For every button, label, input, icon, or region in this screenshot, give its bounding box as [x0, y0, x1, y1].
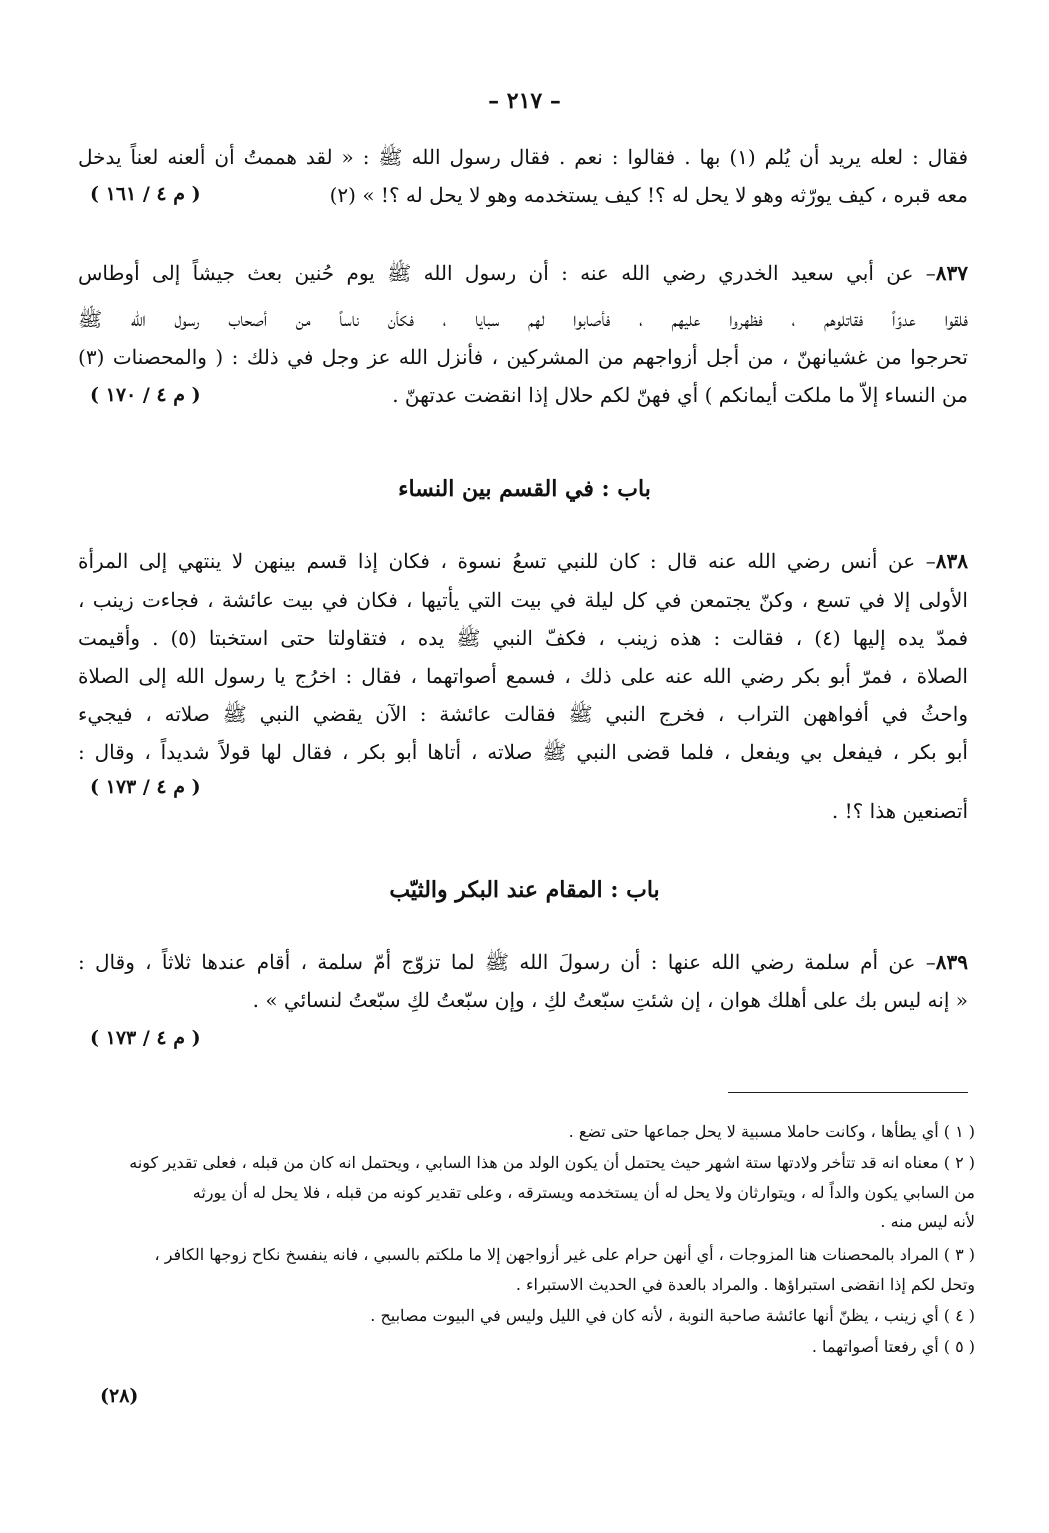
- hadith-838-line-3: فمدّ يده إليها (٤) ، فقالت : هذه زينب ، فكفّ النبي ﷺ يده ، فتقاولتا حتى استخبتا (٥) . وأقيمت: [78, 626, 968, 650]
- footnote-2-line-3: لأنه ليس منه .: [880, 1212, 975, 1231]
- hadith-838-line-2: الأولى إلا في تسع ، وكنّ يجتمعن في كل ليلة في بيت التي يأتيها ، فكان في بيت عائشة ، فجاءت زينب ،: [78, 588, 968, 612]
- hadith-837-reference: ( م ٤ / ١٧٠ ): [90, 384, 201, 406]
- hadith-838-number: ٨٣٨: [935, 549, 968, 573]
- bottom-page-number: (٢٨): [100, 1385, 139, 1407]
- hadith-839-line-2: « إنه ليس بك على أهلك هوان ، إن شئتِ سبّعتُ لكِ ، وإن سبّعتُ لكِ سبّعتُ لنسائي » .: [252, 988, 968, 1012]
- hadith-836-line-1: فقال : لعله يريد أن يُلم (١) بها . فقالوا : نعم . فقال رسول الله ﷺ : « لقد هممتُ أن ألعنه لعناً يدخل: [78, 145, 968, 169]
- hadith-838-reference: ( م ٤ / ١٧٣ ): [90, 776, 201, 798]
- footnote-4: ( ٤ ) أي زينب ، يظنّ أنها عائشة صاحبة النوبة ، لأنه كان في الليل وليس في البيوت مصابيح .: [370, 1306, 975, 1325]
- hadith-838-text-1: – عن أنس رضي الله عنه قال : كان للنبي تسعُ نسوة ، فكان إذا قسم بينهن لا ينتهي إلى المرأة: [78, 549, 936, 573]
- footnote-3-line-1: ( ٣ ) المراد بالمحصنات هنا المزوجات ، أي أنهن حرام على غير أزواجهن إلا ما ملكتم بالسبي ، فانه ينفسخ نكاح زوجها الكافر ،: [154, 1245, 975, 1264]
- footnote-divider: [728, 1092, 968, 1093]
- footnote-5: ( ٥ ) أي رفعتا أصواتهما .: [811, 1337, 975, 1356]
- hadith-837-number: ٨٣٧: [935, 261, 968, 285]
- hadith-837-line-1: [78, 259, 968, 287]
- section-heading-virgin-and-previously-married: باب : المقام عند البكر والثيّب: [389, 877, 660, 903]
- hadith-838-line-5: واحثُ في أفواههن التراب ، فخرج النبي ﷺ فقالت عائشة : الآن يقضي النبي ﷺ صلاته ، فيجيء: [78, 702, 968, 726]
- hadith-838-line-4: الصلاة ، فمرّ أبو بكر رضي الله عنه على ذلك ، فسمع أصواتهما ، فقال : اخرُج يا رسول الله إلى الصلاة: [78, 664, 968, 688]
- hadith-839-line-1: [78, 948, 968, 976]
- footnote-3-line-2: وتحل لكم إذا انقضى استبراؤها . والمراد بالعدة في الحديث الاستبراء .: [515, 1275, 975, 1294]
- page-number: – ٢١٧ –: [488, 88, 561, 114]
- hadith-837-line-3: تحرجوا من غشيانهنّ ، من أجل أزواجهم من المشركين ، فأنزل الله عز وجل في ذلك : ( والمحصنات (٣): [78, 345, 968, 369]
- hadith-837-line-2: فلقوا عدوّاً فقاتلوهم ، فظهروا عليهم ، فأصابوا لهم سبايا ، فكأن ناساً من أصحاب رسول الله ﷺ: [78, 307, 968, 331]
- hadith-838-line-1: [78, 547, 968, 575]
- hadith-839-reference: ( م ٤ / ١٧٣ ): [90, 1027, 201, 1049]
- hadith-838-line-7: أتصنعين هذا ؟! .: [831, 799, 968, 823]
- hadith-838-line-6: أبو بكر ، فيفعل بي ويفعل ، فلما قضى النبي ﷺ صلاته ، أتاها أبو بكر ، فقال لها قولاً شديداً ، وقال :: [78, 740, 968, 764]
- hadith-837-line-4: من النساء إلاّ ما ملكت أيمانكم ) أي فهنّ لكم حلال إذا انقضت عدتهنّ .: [392, 383, 968, 407]
- hadith-836-line-2: معه قبره ، كيف يورّثه وهو لا يحل له ؟! كيف يستخدمه وهو لا يحل له ؟! » (٢): [329, 183, 968, 207]
- footnote-2-line-2: من السابي يكون والداً له ، ويتوارثان ولا يحل له أن يستخدمه ويسترقه ، وعلى تقدير كونه من قبله ، فلا يحل له أن يورثه: [192, 1183, 975, 1202]
- hadith-836-reference: ( م ٤ / ١٦١ ): [90, 183, 201, 205]
- hadith-839-number: ٨٣٩: [935, 950, 968, 974]
- footnote-1: ( ١ ) أي يطأها ، وكانت حاملا مسبية لا يحل جماعها حتى تضع .: [568, 1122, 975, 1141]
- hadith-839-text-1: – عن أم سلمة رضي الله عنها : أن رسولَ الله ﷺ لما تزوّج أمّ سلمة ، أقام عندها ثلاثاً ، وقال :: [78, 950, 936, 974]
- hadith-837-text-1: – عن أبي سعيد الخدري رضي الله عنه : أن رسول الله ﷺ يوم حُنين بعث جيشاً إلى أوطاس: [78, 261, 936, 285]
- section-heading-division-among-wives: باب : في القسم بين النساء: [398, 476, 651, 502]
- footnote-2-line-1: ( ٢ ) معناه انه قد تتأخر ولادتها ستة اشهر حيث يحتمل أن يكون الولد من هذا السابي ، ويحتمل انه كان من قبله ، فعلى تقدير كونه: [129, 1153, 975, 1172]
